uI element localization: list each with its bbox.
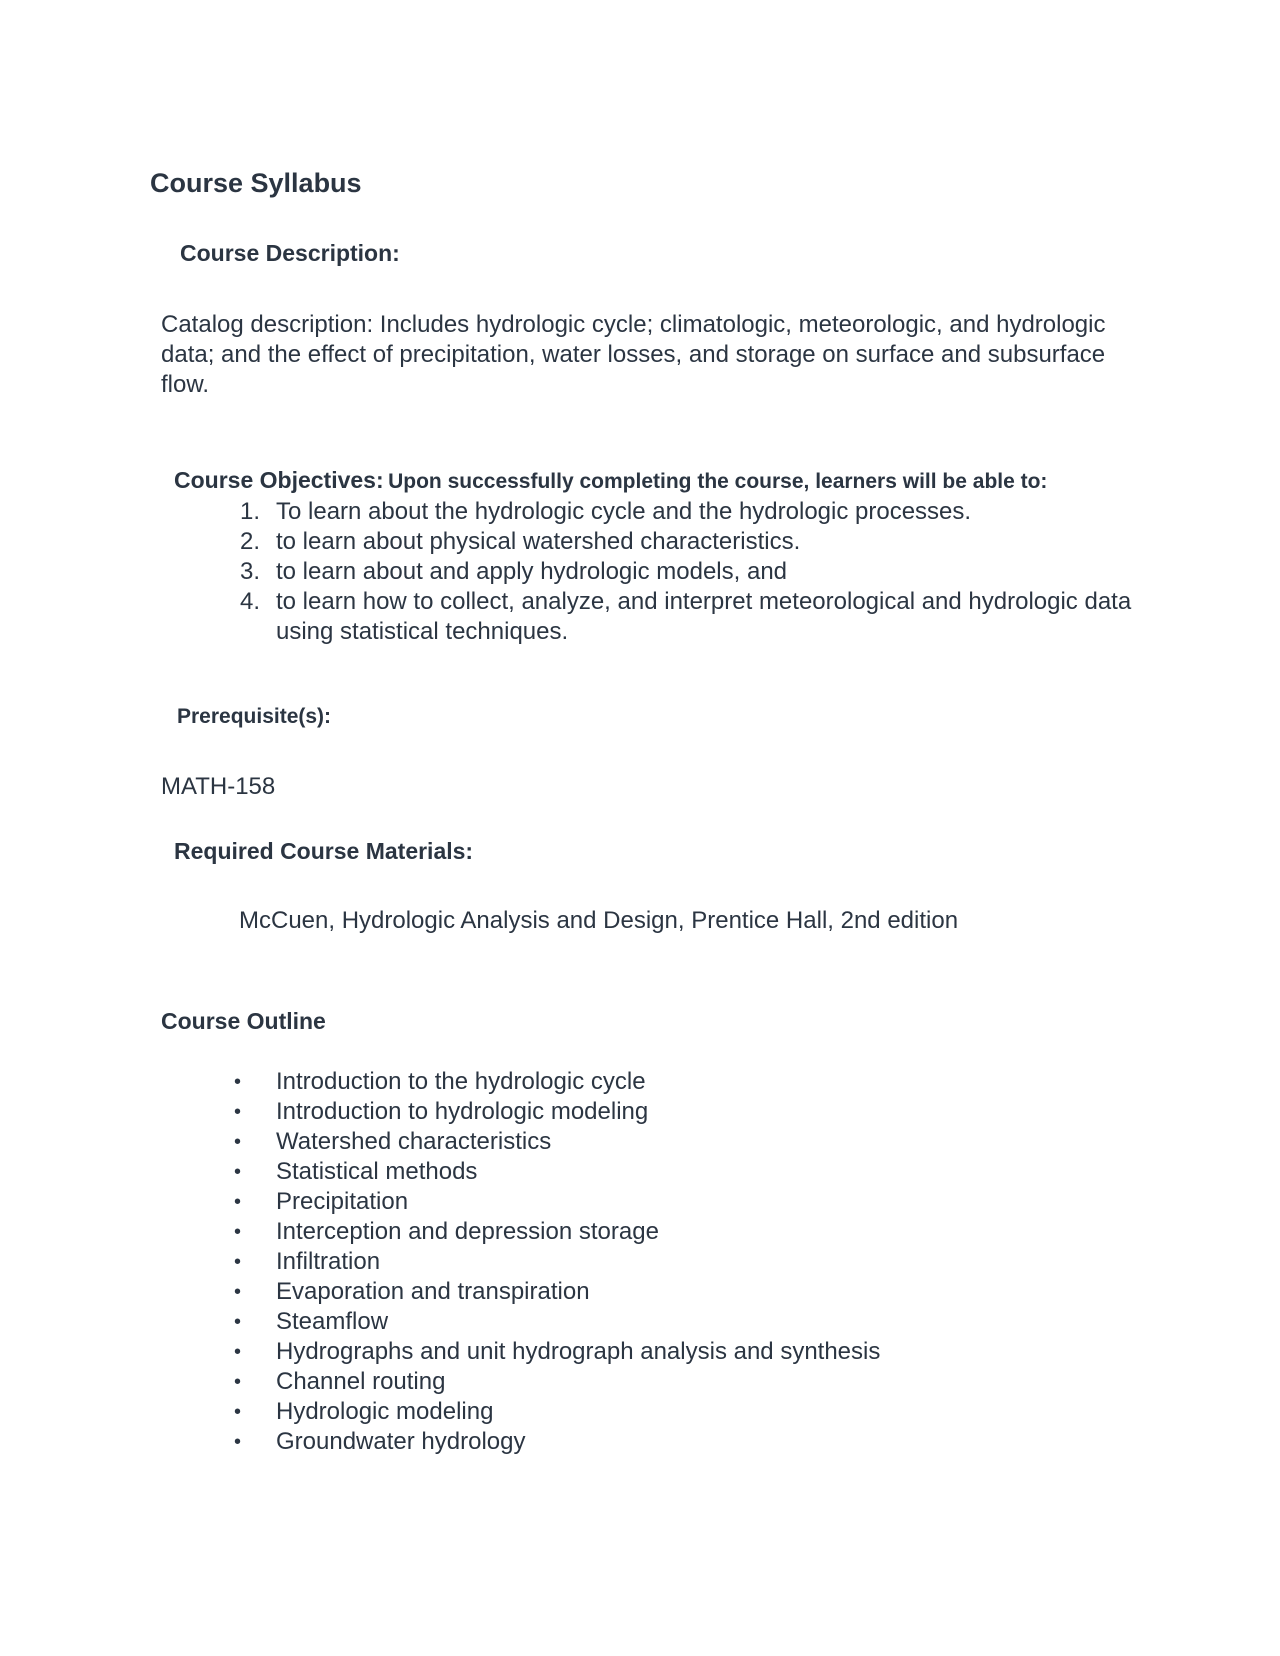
list-item-number: 2. — [239, 528, 260, 555]
list-item-text: Watershed characteristics — [276, 1128, 552, 1155]
list-item — [0, 1217, 880, 1247]
list-item-text: Hydrographs and unit hydrograph analysis and synthesis — [276, 1338, 881, 1365]
list-item-number: 4. — [239, 588, 260, 615]
list-item-number: 3. — [239, 558, 260, 585]
list-item — [0, 1157, 880, 1187]
list-item — [0, 1247, 880, 1277]
list-item — [0, 557, 1136, 587]
bullet-icon: • — [234, 1251, 242, 1273]
objectives-list — [0, 497, 1136, 647]
list-item — [0, 1337, 880, 1367]
list-item — [0, 1397, 880, 1427]
list-item-text: Precipitation — [276, 1188, 409, 1215]
list-item-text: Channel routing — [276, 1368, 446, 1395]
bullet-icon: • — [234, 1431, 242, 1453]
list-item-text: to learn about and apply hydrologic models, and — [276, 558, 788, 585]
list-item — [0, 1427, 880, 1457]
course-objectives-line — [174, 467, 1047, 494]
list-item-text: Steamflow — [276, 1308, 389, 1335]
course-objectives-intro: Upon successfully completing the course, learners will be able to: — [388, 470, 1048, 493]
page-title: Course Syllabus — [150, 168, 362, 198]
course-outline-heading: Course Outline — [161, 1008, 326, 1034]
required-materials-heading: Required Course Materials: — [174, 838, 474, 864]
prerequisites-heading: Prerequisite(s): — [177, 705, 332, 728]
bullet-icon: • — [234, 1281, 242, 1303]
course-outline-list — [0, 1067, 880, 1457]
course-objectives-heading: Course Objectives: — [174, 467, 384, 493]
list-item-text: Hydrologic modeling — [276, 1398, 494, 1425]
required-materials-value: McCuen, Hydrologic Analysis and Design, Prentice Hall, 2nd edition — [239, 907, 959, 934]
list-item-text: Evaporation and transpiration — [276, 1278, 590, 1305]
list-item — [0, 587, 1136, 647]
bullet-icon: • — [234, 1131, 242, 1153]
list-item-text: Groundwater hydrology — [276, 1428, 526, 1455]
list-item — [0, 1127, 880, 1157]
list-item — [0, 527, 1136, 557]
list-item — [0, 497, 1136, 527]
list-item — [0, 1367, 880, 1397]
prerequisites-value: MATH-158 — [161, 773, 276, 800]
list-item-text: to learn about physical watershed characteristics. — [276, 528, 801, 555]
bullet-icon: • — [234, 1071, 242, 1093]
bullet-icon: • — [234, 1401, 242, 1423]
bullet-icon: • — [234, 1161, 242, 1183]
list-item — [0, 1277, 880, 1307]
bullet-icon: • — [234, 1101, 242, 1123]
list-item-text: Interception and depression storage — [276, 1218, 659, 1245]
list-item — [0, 1097, 880, 1127]
bullet-icon: • — [234, 1191, 242, 1213]
bullet-icon: • — [234, 1221, 242, 1243]
course-description-heading: Course Description: — [180, 240, 400, 266]
list-item-number: 1. — [239, 498, 260, 525]
list-item-text: Infiltration — [276, 1248, 381, 1275]
list-item-text: Statistical methods — [276, 1158, 478, 1185]
list-item-text: Introduction to the hydrologic cycle — [276, 1068, 646, 1095]
list-item-text: to learn how to collect, analyze, and interpret meteorological and hydrologic data using statistical techniques. — [276, 588, 1132, 645]
bullet-icon: • — [234, 1371, 242, 1393]
list-item-text: To learn about the hydrologic cycle and the hydrologic processes. — [276, 498, 972, 525]
bullet-icon: • — [234, 1311, 242, 1333]
bullet-icon: • — [234, 1341, 242, 1363]
list-item — [0, 1307, 880, 1337]
list-item — [0, 1067, 880, 1097]
list-item-text: Introduction to hydrologic modeling — [276, 1098, 649, 1125]
course-description-text: Catalog description: Includes hydrologic cycle; climatologic, meteorologic, and hydrologic data; and the effect of precipitation, water losses, and storage on surface and subsurface flow. — [161, 311, 1106, 398]
list-item — [0, 1187, 880, 1217]
